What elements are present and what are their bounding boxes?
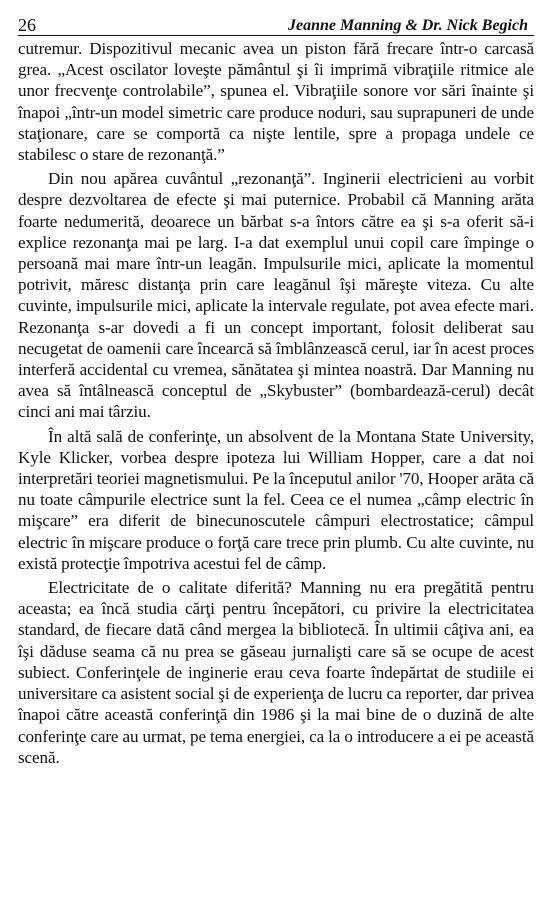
paragraph-resonance: Din nou apărea cuvântul „rezonanţă”. Inginerii electricieni au vorbit despre dezvoltarea de efecte şi mai puternice. Probabil că Manning arăta foarte nedumerită, deoarece un bărbat s-a întors către ea şi s-a oferit să-i explice rezonanţa mai pe larg. I-a dat exemplul unui copil care împinge o persoană mai mare într-un leagăn. Impulsurile mici, aplicate la momentul potrivit, măresc distanţa prin care leagănul îşi măreşte viteza. Cu alte cuvinte, impulsurile mici, aplicate la intervale regulate, pot avea efecte mari. Rezonanţa s-ar dovedi a fi un concept important, folosit deliberat sau necugetat de oamenii care încearcă să îmblânzească cerul, iar în acest proces interferă accidental cu vremea, sănătatea şi mintea noastră. Dar Manning nu avea să întâlnească conceptul de „Skybuster” (bombardează-cerul) decât cinci ani mai târziu.: [18, 169, 534, 422]
paragraph-hooper: În altă sală de conferinţe, un absolvent de la Montana State University, Kyle Klicker, vorbea despre ipoteza lui William Hopper, care a dat noi interpretări teoriei magnetismului. Pe la începutul anilor '70, Hooper arăta că nu toate câmpurile electrice sunt la fel. Ceea ce el numea „câmp electric în mişcare” era diferit de binecunoscutele câmpuri electrostatice; câmpul electric în mişcare produce o forţă care trece prin plumb. Cu alte cuvinte, nu există protecţie împotriva acestui fel de câmp.: [18, 426, 534, 573]
paragraph-electricity: Electricitate de o calitate diferită? Manning nu era pregătită pentru aceasta; ea încă studia cărţi pentru începători, cu privire la electricitatea standard, de fiecare dată când mergea la bibliotecă. În ultimii câţiva ani, ea îşi dăduse seama că nu prea se găseau jurnalişti care să se ocupe de acest subiect. Conferinţele de inginerie erau ceva foarte îndepărtat de studiile ei universitare ca asistent social şi de experienţa de lucru ca reporter, dar privea înapoi către această conferinţă din 1986 şi la mai bine de o duzină de alte conferinţe care au urmat, pe tema energiei, ca la o introducere a ei pe această scenă.: [18, 578, 534, 767]
paragraph-continuation: cutremur. Dispozitivul mecanic avea un piston fără frecare într-o carcasă grea. „Acest oscilator loveşte pământul şi îi imprimă vibraţiile ritmice ale unor frecvenţe controlabile”, spunea el. Vibraţiile sonore vor sări înainte şi înapoi „într-un model simetric care produce noduri, sau suprapuneri de unde staţionare, care se comportă ca nişte lentile, spre a propaga undele ce stabilesc o stare de rezonanţă.”: [18, 39, 534, 165]
body-text: [18, 38, 534, 768]
running-title: Jeanne Manning & Dr. Nick Begich: [287, 17, 528, 34]
page-header: [18, 12, 534, 36]
page-number: 26: [18, 15, 36, 35]
book-page: [18, 12, 534, 771]
